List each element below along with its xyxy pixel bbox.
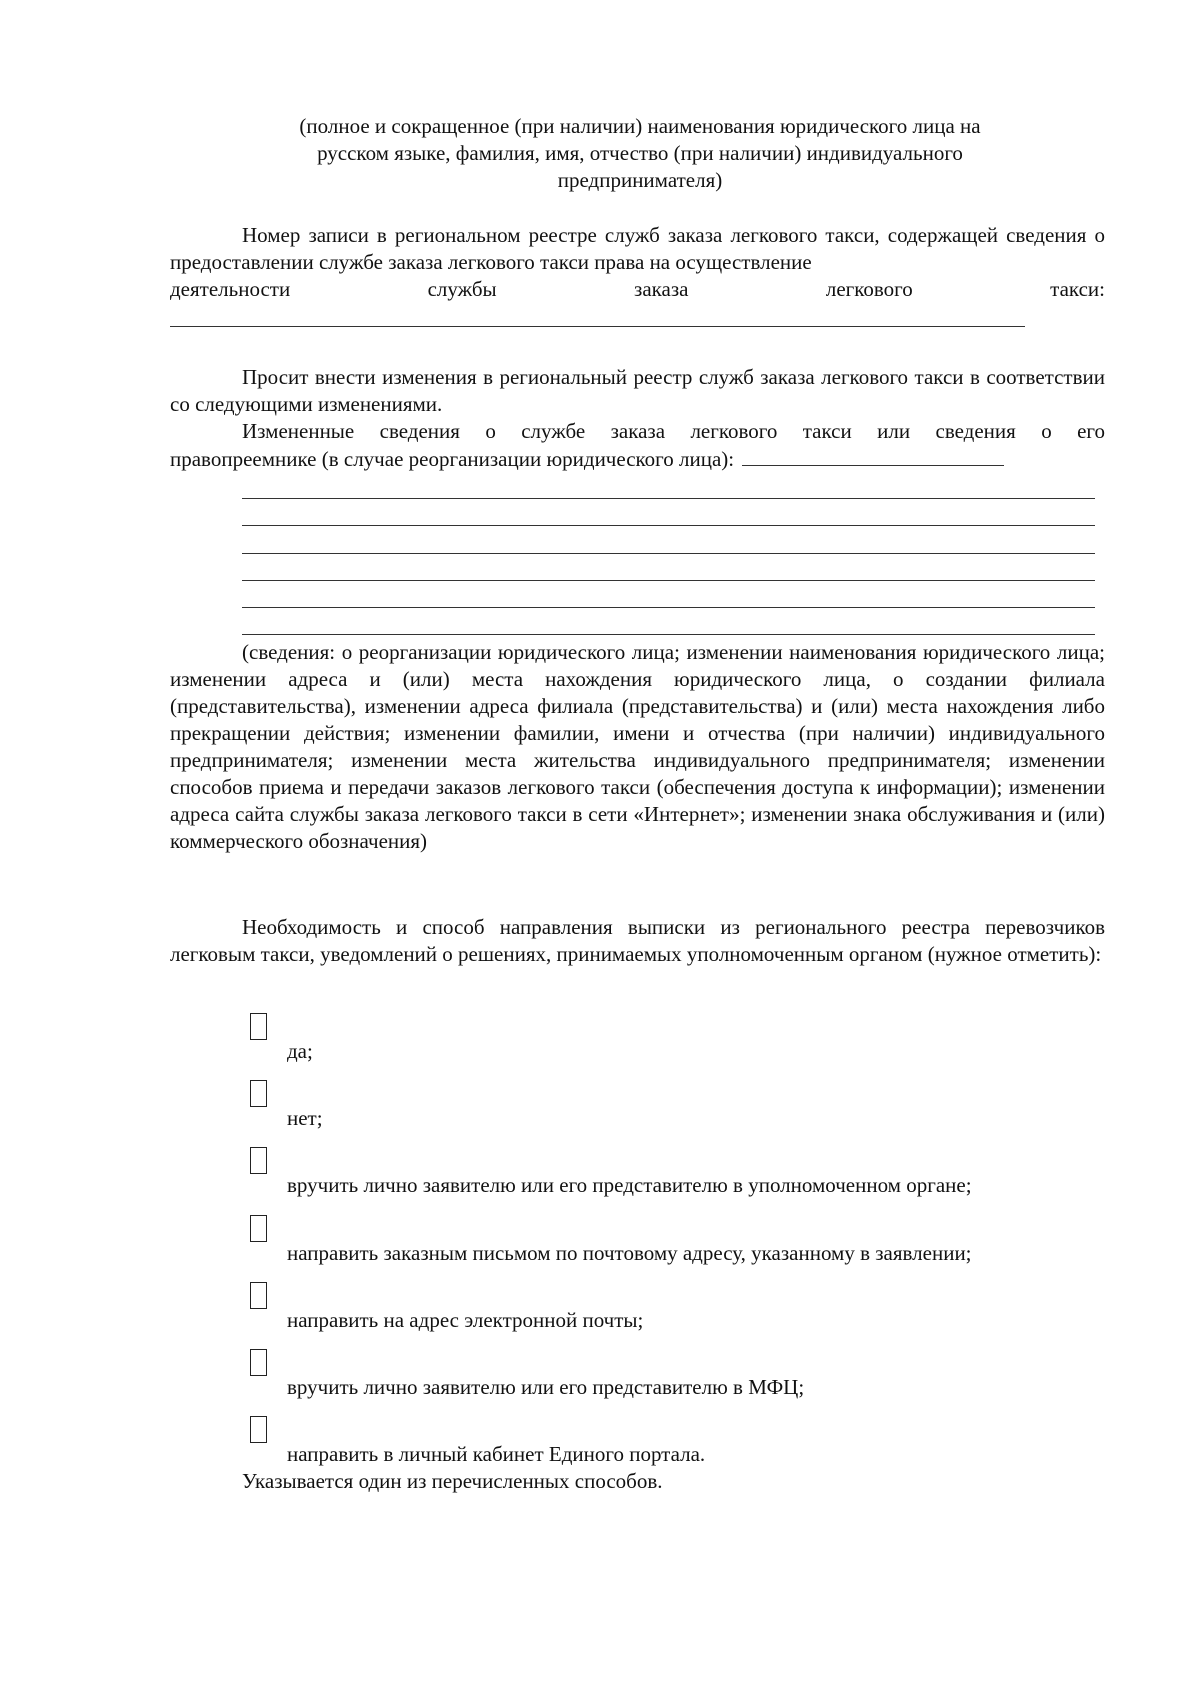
- changes-field-line-2[interactable]: [242, 525, 1095, 526]
- changes-field-line-5[interactable]: [242, 607, 1095, 608]
- changes-paragraph-line2: [170, 445, 1105, 473]
- changes-paragraph-text: правопреемнике (в случае реорганизации юридического лица):: [170, 447, 735, 471]
- option-checkbox-email[interactable]: [250, 1282, 267, 1309]
- request-paragraph: Просит внести изменения в региональный реестр служб заказа легкового такси в соответствии со следующими изменениями.: [170, 365, 1105, 416]
- option-label-registered-mail: направить заказным письмом по почтовому адресу, указанному в заявлении;: [287, 1241, 972, 1265]
- option-label-yes: да;: [287, 1039, 313, 1063]
- legal-name-caption-line3: предпринимателя): [557, 168, 723, 192]
- option-checkbox-registered-mail[interactable]: [250, 1215, 267, 1242]
- successor-field-inline[interactable]: [742, 445, 1004, 466]
- changes-field-line-1[interactable]: [242, 498, 1095, 499]
- option-label-portal-account: направить в личный кабинет Единого портала.: [287, 1442, 706, 1466]
- changes-field-line-3[interactable]: [242, 553, 1095, 554]
- option-checkbox-yes[interactable]: [250, 1013, 267, 1040]
- legal-name-caption-line2: русском языке, фамилия, имя, отчество (при наличии) индивидуального: [317, 141, 963, 165]
- footer-note: Указывается один из перечисленных способов.: [242, 1469, 663, 1493]
- option-checkbox-in-person-authority[interactable]: [250, 1147, 267, 1174]
- option-checkbox-portal-account[interactable]: [250, 1416, 267, 1443]
- changes-paragraph-line1: Измененные сведения о службе заказа легкового такси или сведения о его: [242, 419, 1105, 443]
- legal-name-caption: [240, 113, 1040, 194]
- option-label-email: направить на адрес электронной почты;: [287, 1308, 644, 1332]
- legal-name-caption-line1: (полное и сокращенное (при наличии) наименования юридического лица на: [299, 114, 981, 138]
- option-label-no: нет;: [287, 1106, 323, 1130]
- option-label-in-person-authority: вручить лично заявителю или его представителю в уполномоченном органе;: [287, 1173, 972, 1197]
- changes-field-line-4[interactable]: [242, 580, 1095, 581]
- changes-field-line-6[interactable]: [242, 634, 1095, 635]
- option-checkbox-in-person-mfc[interactable]: [250, 1349, 267, 1376]
- record-number-field[interactable]: [170, 326, 1025, 327]
- option-checkbox-no[interactable]: [250, 1080, 267, 1107]
- record-number-last-line: деятельности службы заказа легкового такси:: [170, 277, 1105, 301]
- details-caption-paragraph: (сведения: о реорганизации юридического лица; изменении наименования юридического лица; изменении адреса и (или) места нахождения юридического лица, о создании филиала (представительства), изменении адреса филиала (представительства) и (или) места нахождения либо прекращении действия; изменении фамилии, имени и отчества (при наличии) индивидуального предпринимателя; изменении места жительства индивидуального предпринимателя; изменении способов приема и передачи заказов легкового такси (обеспечения доступа к информации); изменении адреса сайта службы заказа легкового такси в сети «Интернет»; изменении знака обслуживания и (или) коммерческого обозначения): [170, 640, 1105, 853]
- necessity-paragraph: Необходимость и способ направления выписки из регионального реестра перевозчиков легковым такси, уведомлений о решениях, принимаемых уполномоченным органом (нужное отметить):: [170, 915, 1105, 966]
- option-label-in-person-mfc: вручить лично заявителю или его представителю в МФЦ;: [287, 1375, 805, 1399]
- record-number-paragraph: Номер записи в региональном реестре служб заказа легкового такси, содержащей сведения о предоставлении службе заказа легкового такси права на осуществление: [170, 223, 1105, 274]
